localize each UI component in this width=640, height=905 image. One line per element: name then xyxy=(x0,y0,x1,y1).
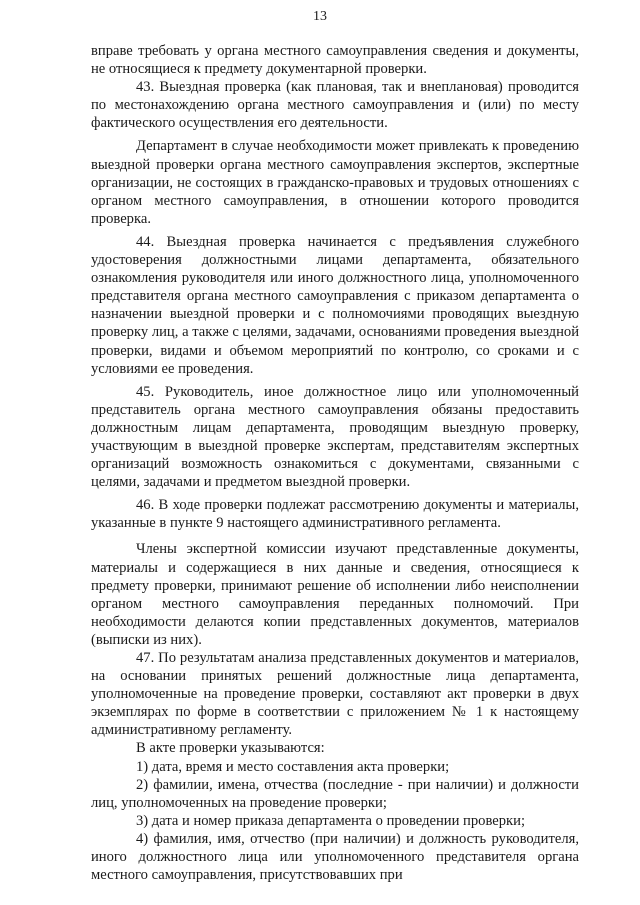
paragraph-5: 45. Руководитель, иное должностное лицо или уполномоченный представитель органа местного самоуправления обязаны предоставить должностным лицам департамента, проводящим выездную проверку, участвующим в выездной проверке экспертам, представителям экспертных организаций возможность ознакомиться с документами, связанными с целями, задачами и предметом выездной проверки. xyxy=(91,383,579,491)
paragraph-1: вправе требовать у органа местного самоуправления сведения и документы, не относящиеся к предмету документарной проверки. xyxy=(91,43,579,78)
document-body xyxy=(91,42,579,884)
paragraph-3: Департамент в случае необходимости может привлекать к проведению выездной проверки органа местного самоуправления экспертов, экспертные организации, не состоящих в гражданско-правовых и трудовых отношениях с органом местного самоуправления, в отношении которого проводится проверка. xyxy=(91,138,579,227)
page-number: 13 xyxy=(313,9,327,24)
paragraph-13: 4) фамилия, имя, отчество (при наличии) и должность руководителя, иного должностного лица или уполномоченного представителя органа местного самоуправления, присутствовавших при xyxy=(91,830,579,884)
paragraph-10: 1) дата, время и место составления акта проверки; xyxy=(136,758,450,775)
paragraph-9: В акте проверки указываются: xyxy=(136,740,325,757)
paragraph-2: 43. Выездная проверка (как плановая, так и внеплановая) проводится по местонахождению органа местного самоуправления и (или) по месту фактического осуществления его деятельности. xyxy=(91,79,579,132)
paragraph-4: 44. Выездная проверка начинается с предъявления служебного удостоверения должностными лицами департамента, обязательного ознакомления руководителя или иного должностного лица, уполномоченного представителя органа местного самоуправления с приказом департамента о назначении выездной проверки и с полномочиями проводящих выездную проверку лиц, а также с целями, задачами, основаниями проведения выездной проверки, видами и объемом мероприятий по контролю, со сроками и с условиями ее проведения. xyxy=(91,233,579,377)
paragraph-7: Члены экспертной комиссии изучают представленные документы, материалы и содержащиеся в них данные и сведения, относящиеся к предмету проверки, принимают решение об исполнении либо неисполнении органом местного самоуправления переданных полномочий. При необходимости делаются копии представленных документов, материалов (выписки из них). xyxy=(91,541,579,648)
paragraph-11: 2) фамилии, имена, отчества (последние - при наличии) и должности лиц, уполномоченных на проведение проверки; xyxy=(91,776,579,811)
paragraph-12: 3) дата и номер приказа департамента о проведении проверки; xyxy=(136,812,526,829)
paragraph-6: 46. В ходе проверки подлежат рассмотрению документы и материалы, указанные в пункте 9 настоящего административного регламента. xyxy=(91,497,579,532)
paragraph-8: 47. По результатам анализа представленных документов и материалов, на основании принятых решений должностные лица департамента, уполномоченные на проведение проверки, составляют акт проверки в двух экземплярах по форме в соответствии с приложением № 1 к настоящему административному регламенту. xyxy=(91,650,579,739)
